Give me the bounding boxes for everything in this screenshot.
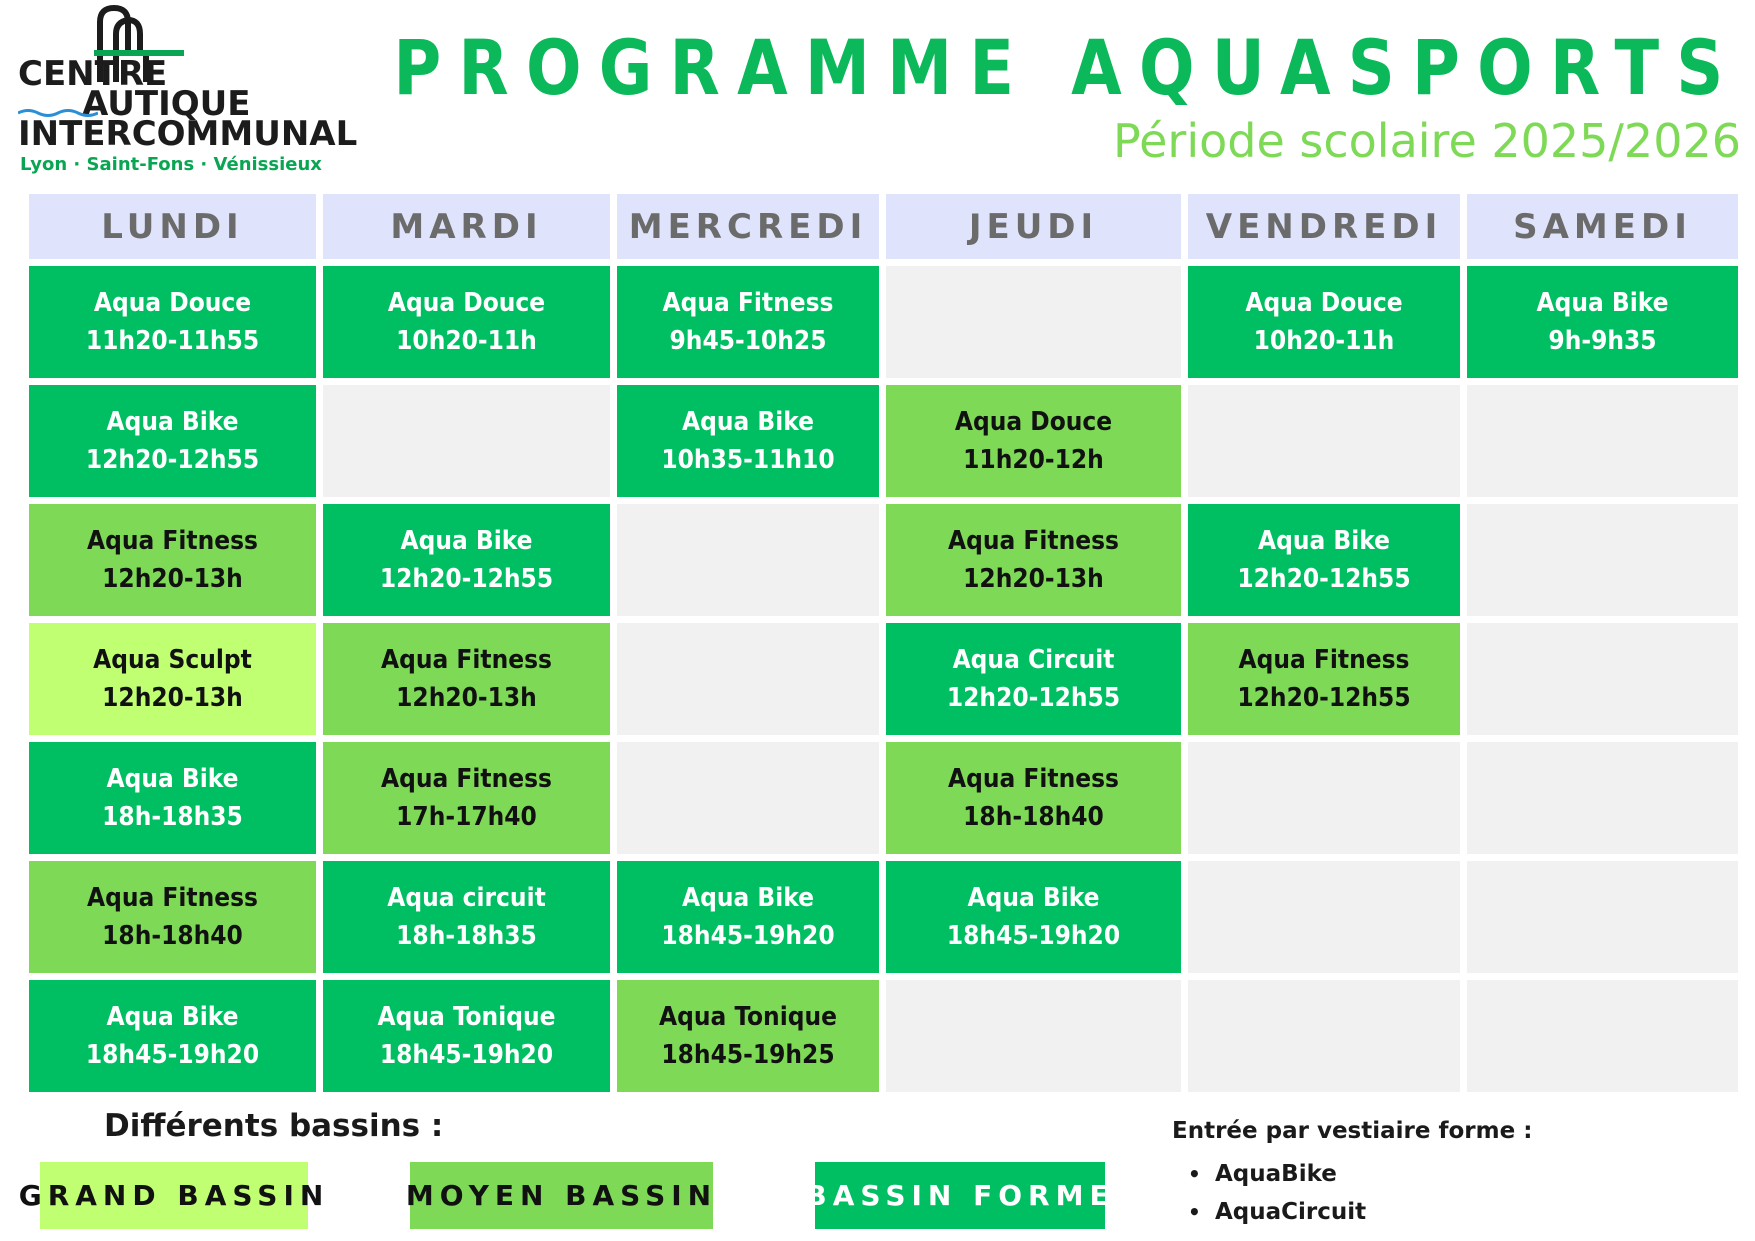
empty-slot (1467, 742, 1738, 854)
class-name: Aqua Fitness (381, 764, 552, 794)
day-header-samedi: SAMEDI (1467, 194, 1738, 259)
class-name: Aqua Bike (967, 883, 1100, 913)
class-slot (1467, 266, 1738, 378)
class-name: Aqua Douce (387, 288, 546, 318)
class-name: Aqua Bike (682, 407, 814, 437)
empty-slot (617, 623, 879, 735)
empty-slot (886, 980, 1181, 1092)
class-name: Aqua Bike (106, 1002, 239, 1032)
class-time: 18h-18h35 (102, 802, 243, 832)
class-name: Aqua Fitness (381, 645, 552, 675)
empty-slot (1467, 623, 1738, 735)
class-name: Aqua Sculpt (93, 645, 252, 675)
class-time: 12h20-12h55 (379, 564, 554, 594)
class-name: Aqua Tonique (659, 1002, 837, 1032)
class-name: Aqua Fitness (87, 526, 258, 556)
class-time: 12h20-12h55 (1237, 683, 1411, 713)
empty-slot (1467, 980, 1738, 1092)
class-name: Aqua Tonique (377, 1002, 556, 1032)
empty-slot (617, 742, 879, 854)
day-header-lundi: LUNDI (29, 194, 316, 259)
class-time: 9h45-10h25 (669, 326, 827, 356)
class-slot (323, 504, 610, 616)
class-name: Aqua circuit (387, 883, 546, 913)
class-slot (886, 623, 1181, 735)
class-time: 18h45-19h20 (946, 921, 1121, 951)
class-slot (886, 504, 1181, 616)
class-slot (323, 861, 610, 973)
logo-line-intercommunal: INTERCOMMUNAL (18, 114, 358, 154)
class-time: 18h45-19h25 (661, 1040, 835, 1070)
logo (16, 4, 358, 175)
class-slot (323, 623, 610, 735)
class-time: 10h20-11h (396, 326, 537, 356)
class-name: Aqua Fitness (948, 526, 1119, 556)
empty-slot (617, 504, 879, 616)
class-slot (886, 861, 1181, 973)
note-title: Entrée par vestiaire forme : (1172, 1118, 1533, 1144)
class-time: 12h20-12h55 (1237, 564, 1411, 594)
empty-slot (323, 385, 610, 497)
schedule-grid (29, 194, 1732, 1092)
class-name: Aqua Fitness (1238, 645, 1410, 675)
class-name: Aqua Circuit (952, 645, 1115, 675)
class-slot (29, 266, 316, 378)
day-header-mardi: MARDI (323, 194, 610, 259)
class-time: 12h20-13h (102, 683, 243, 713)
day-header-jeudi: JEUDI (886, 194, 1181, 259)
class-slot (29, 504, 316, 616)
class-slot (29, 980, 316, 1092)
class-name: Aqua Fitness (948, 764, 1119, 794)
class-name: Aqua Douce (93, 288, 252, 318)
class-slot (617, 266, 879, 378)
class-slot (323, 266, 610, 378)
class-name: Aqua Bike (682, 883, 814, 913)
legend-title: Différents bassins : (104, 1108, 444, 1144)
class-time: 17h-17h40 (396, 802, 537, 832)
note-list (1188, 1155, 1366, 1231)
class-time: 12h20-12h55 (946, 683, 1121, 713)
class-name: Aqua Bike (1258, 526, 1390, 556)
page-title: PROGRAMME AQUASPORTS (393, 23, 1741, 112)
empty-slot (1188, 385, 1460, 497)
class-name: Aqua Douce (954, 407, 1113, 437)
class-time: 11h20-12h (963, 445, 1104, 475)
class-name: Aqua Bike (106, 764, 239, 794)
class-name: Aqua Fitness (87, 883, 258, 913)
empty-slot (1188, 861, 1460, 973)
class-time: 10h35-11h10 (661, 445, 835, 475)
empty-slot (1188, 980, 1460, 1092)
empty-slot (886, 266, 1181, 378)
class-name: Aqua Bike (106, 407, 239, 437)
class-time: 18h45-19h20 (379, 1040, 554, 1070)
class-time: 18h-18h40 (963, 802, 1104, 832)
logo-tagline: Lyon · Saint-Fons · Vénissieux (20, 154, 322, 175)
class-time: 18h45-19h20 (85, 1040, 260, 1070)
note-item: • AquaCircuit (1188, 1193, 1366, 1231)
class-name: Aqua Fitness (662, 288, 834, 318)
class-time: 12h20-13h (963, 564, 1104, 594)
logo-line-centre: CENTRE (18, 54, 168, 94)
class-slot (29, 742, 316, 854)
class-time: 12h20-12h55 (85, 445, 260, 475)
class-slot (29, 861, 316, 973)
class-slot (1188, 623, 1460, 735)
class-name: Aqua Bike (1536, 288, 1669, 318)
logo-line-nautique: AUTIQUE (82, 84, 251, 124)
class-slot (617, 861, 879, 973)
empty-slot (1188, 742, 1460, 854)
class-time: 9h-9h35 (1548, 326, 1657, 356)
class-time: 11h20-11h55 (85, 326, 260, 356)
note-item: • AquaBike (1188, 1155, 1366, 1193)
class-slot (323, 742, 610, 854)
class-slot (886, 742, 1181, 854)
class-slot (617, 980, 879, 1092)
class-slot (29, 623, 316, 735)
class-time: 18h-18h40 (102, 921, 243, 951)
empty-slot (1467, 504, 1738, 616)
class-slot (1188, 504, 1460, 616)
class-time: 18h45-19h20 (661, 921, 835, 951)
legend-bassin-forme: BASSIN FORME (815, 1162, 1105, 1229)
class-time: 12h20-13h (102, 564, 243, 594)
legend-moyen-bassin: MOYEN BASSIN (410, 1162, 713, 1229)
class-slot (1188, 266, 1460, 378)
legend-grand-bassin: GRAND BASSIN (40, 1162, 308, 1229)
class-time: 10h20-11h (1253, 326, 1395, 356)
day-header-mercredi: MERCREDI (617, 194, 879, 259)
class-slot (886, 385, 1181, 497)
class-slot (323, 980, 610, 1092)
class-time: 12h20-13h (396, 683, 537, 713)
class-name: Aqua Douce (1245, 288, 1403, 318)
empty-slot (1467, 385, 1738, 497)
page-subtitle: Période scolaire 2025/2026 (1113, 114, 1741, 168)
class-slot (29, 385, 316, 497)
day-header-vendredi: VENDREDI (1188, 194, 1460, 259)
class-name: Aqua Bike (400, 526, 533, 556)
class-time: 18h-18h35 (396, 921, 537, 951)
empty-slot (1467, 861, 1738, 973)
class-slot (617, 385, 879, 497)
